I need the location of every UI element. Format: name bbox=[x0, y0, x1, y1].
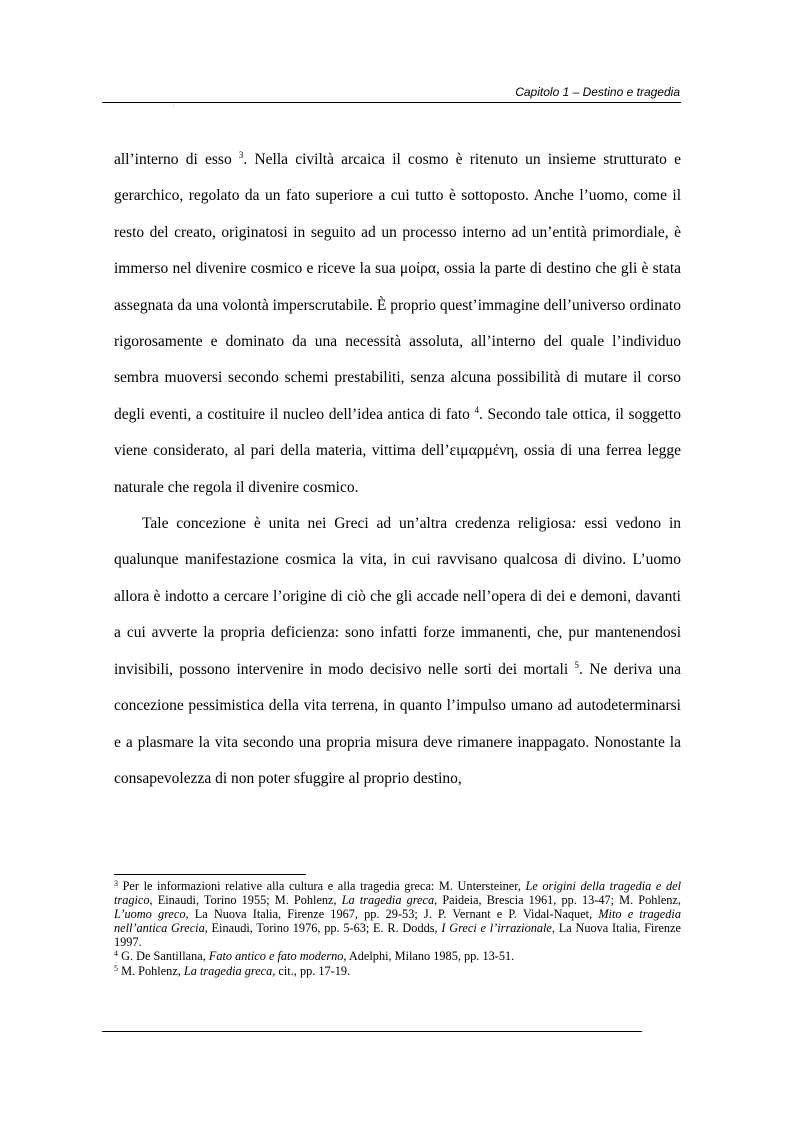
main-text bbox=[114, 142, 681, 797]
text: , Einaudi, Torino 1955; M. Pohlenz, bbox=[149, 893, 342, 908]
text: . Ne deriva una concezione pessimistica della vita terrena, in quanto l’impulso umano ad autodeterminarsi e a plasmare la vita secondo una propria misura deve rimanere inappagato. Nonostante la consapevolezza di non poter sfuggire al proprio destino, bbox=[114, 660, 681, 787]
text: . Nella civiltà arcaica il cosmo è ritenuto un insieme strutturato e gerarchico, regolato da un fato superiore a cui tutto è sottoposto. Anche l’uomo, come il resto del creato, originatosi in seguito ad un processo interno ad un’entità primordiale, è immerso nel divenire cosmico e riceve la sua μοίρα, ossia la parte di destino che gli è stata assegnata da una volontà imperscrutabile. È proprio quest’immagine dell’universo ordinato rigorosamente e dominato da una necessità assoluta, all’interno del quale l’individuo sembra muoversi secondo schemi prestabiliti, senza alcuna possibilità di mutare il corso degli eventi, a costituire il nucleo dell’idea antica di fato bbox=[114, 151, 682, 423]
text: , Adelphi, Milano 1985, pp. 13-51. bbox=[343, 949, 515, 964]
footnote-number: 3 bbox=[114, 879, 118, 888]
footnote-number: 5 bbox=[114, 963, 118, 973]
text: , La Nuova Italia, Firenze 1997. bbox=[114, 921, 681, 950]
footnote-ref-5[interactable]: 5 bbox=[574, 659, 579, 670]
paragraph-1 bbox=[114, 142, 681, 506]
paragraph-2 bbox=[114, 506, 681, 797]
footnote-3 bbox=[114, 879, 681, 949]
book-title: Mito e tragedia nell’antica Grecia bbox=[114, 907, 681, 936]
tick-mark: ' bbox=[173, 105, 175, 111]
text: , Einaudi, Torino 1976, pp. 5-63; E. R. Dodds, bbox=[204, 921, 442, 936]
footnote-ref-4[interactable]: 4 bbox=[474, 404, 479, 415]
text: all’interno di esso bbox=[114, 151, 239, 168]
text: essi vedono in qualunque manifestazione cosmica la vita, in cui ravvisano qualcosa di divino. L’uomo allora è indotto a cercare l’origine di ciò che gli accade nell’opera di dei e demoni, davanti a cui avverte la propria deficienza: sono infatti forze immanenti, che, pur mantenendosi invisibili, possono intervenire in modo decisivo nelle sorti dei mortali bbox=[114, 515, 681, 678]
text: M. Pohlenz, bbox=[118, 963, 184, 978]
book-title: I Greci e l’irrazionale bbox=[441, 921, 552, 936]
book-title: Le origini della tragedia e del tragico bbox=[114, 879, 681, 908]
book-title: Fato antico e fato moderno bbox=[208, 949, 344, 964]
book-title: La tragedia greca, bbox=[341, 893, 438, 908]
footnote-separator bbox=[114, 874, 306, 875]
text: G. De Santillana, bbox=[118, 949, 209, 964]
text: Per le informazioni relative alla cultura e alla tragedia greca: M. Untersteiner, bbox=[118, 879, 526, 893]
text: Paideia, Brescia 1961, pp. 13-47; M. Pohlenz, bbox=[437, 893, 681, 908]
text: : bbox=[571, 515, 577, 533]
header-rule bbox=[102, 102, 681, 103]
footnote-ref-3[interactable]: 3 bbox=[238, 150, 244, 160]
footnote-4 bbox=[114, 949, 681, 963]
footnotes bbox=[114, 879, 681, 978]
text: Tale concezione è unita nei Greci ad un’altra credenza religiosa bbox=[142, 515, 572, 533]
text: , cit., pp. 17-19. bbox=[272, 963, 351, 978]
footer-rule bbox=[102, 1031, 642, 1032]
footnote-5 bbox=[114, 964, 681, 978]
running-header: Capitolo 1 – Destino e tragedia bbox=[515, 85, 680, 99]
text: . Secondo tale ottica, il soggetto viene considerato, al pari della materia, vittima dell’ειμαρμένη, ossia di una ferrea legge naturale che regola il divenire cosmico. bbox=[114, 405, 681, 496]
book-title: La tragedia greca bbox=[183, 963, 273, 978]
book-title: L’uomo greco bbox=[114, 907, 186, 922]
text: , La Nuova Italia, Firenze 1967, pp. 29-53; J. P. Vernant e P. Vidal-Naquet, bbox=[185, 907, 599, 922]
footnote-number: 4 bbox=[114, 949, 118, 959]
